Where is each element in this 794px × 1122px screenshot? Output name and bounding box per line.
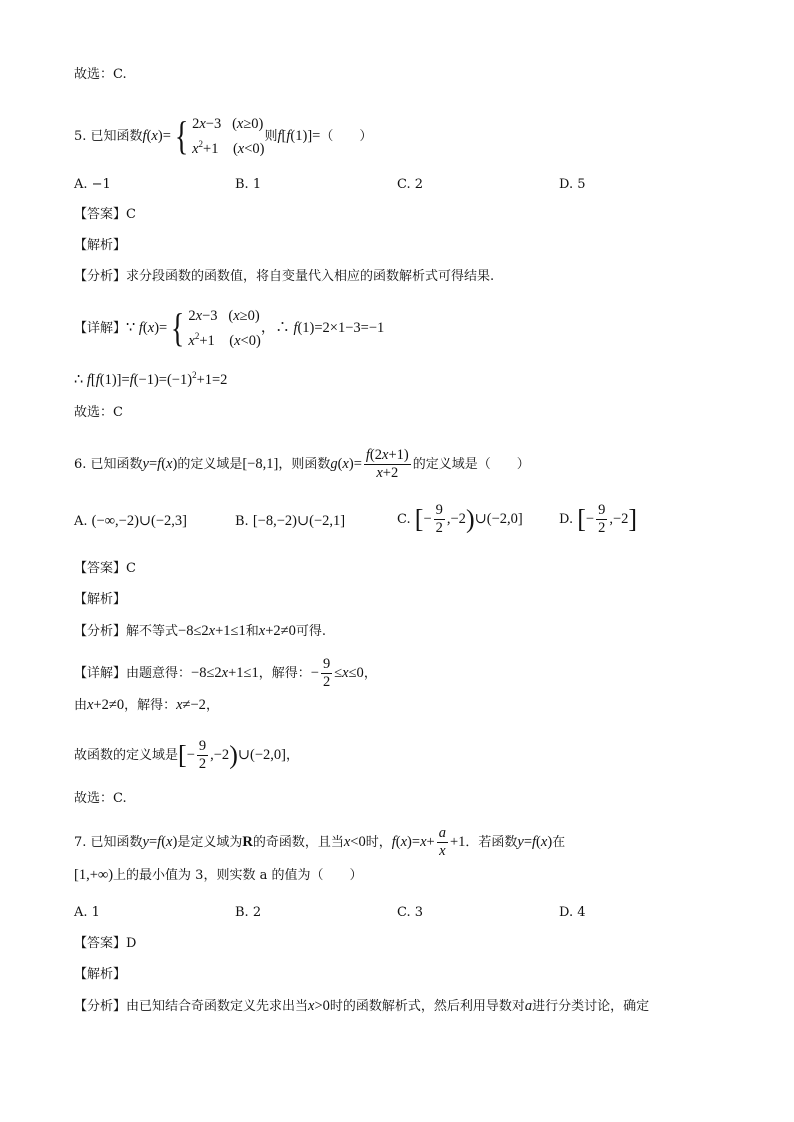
- q7-fenxi: 【分析】由已知结合奇函数定义先求出当x>0时的函数解析式，然后利用导数对a进行分类讨论，确定: [74, 998, 650, 1014]
- q5-detail-line2: ∴ $f[f(1)]=f(-1)=(-1)^2+1=2$: [74, 370, 228, 388]
- prev-answer: 故选：C.: [74, 67, 127, 82]
- q5-detail: 【详解】∵ f(x)= { 2x−3 (x≥0) $x^2+1$ (x<0) ，∴ f(1)=2×1−3=−1: [74, 305, 385, 351]
- q5-option-d: D. 5: [559, 177, 586, 192]
- q7-option-a: A. 1: [74, 905, 100, 920]
- q5-option-c: C. 2: [397, 177, 424, 192]
- q5-option-a: A. −1: [74, 177, 111, 192]
- q6-detail-line2: 由x+2≠0，解得：x≠−2，: [74, 697, 219, 713]
- q5-option-b: B. 1: [235, 177, 262, 192]
- q6-fenxi: 【分析】解不等式−8≤2x+1≤1和x+2≠0可得.: [74, 623, 326, 639]
- question-5: 5. 已知函数f(x)= { 2x−3 (x≥0) $x^2+1$ (x<0) 则f[f(1)]=（ ）: [74, 113, 373, 159]
- q6-detail-line3: 故函数的定义域是[− $\frac{9}{2}$ ,−2)∪(−2,0]，: [74, 738, 299, 772]
- q6-option-a: A. (−∞,−2)∪(−2,3]: [74, 513, 188, 529]
- q5-fenxi: 【分析】求分段函数的函数值，将自变量代入相应的函数解析式可得结果.: [74, 269, 495, 284]
- question-7: 7. 已知函数y=f(x)是定义域为R的奇函数，且当x<0时，f(x)=x+ $\frac{a}{x}$ +1．若函数y=f(x)在: [74, 825, 566, 859]
- q5-answer: 【答案】C: [74, 207, 136, 222]
- q6-option-c: C. [− $\frac{9}{2}$ ,−2)∪(−2,0]: [397, 502, 523, 536]
- question-6: 6. 已知函数y=f(x)的定义域是[−8,1]，则函数g(x)= $\frac{f(2x+1)}{x+2}$ 的定义域是（ ）: [74, 447, 530, 481]
- q6-option-d: D. [− $\frac{9}{2}$ ,−2]: [559, 502, 638, 536]
- q5-jiexi: 【解析】: [74, 238, 127, 253]
- piecewise-function: { 2x−3 (x≥0) $x^2+1$ (x<0): [174, 113, 265, 159]
- q7-option-b: B. 2: [235, 905, 262, 920]
- q6-jiexi: 【解析】: [74, 592, 127, 607]
- q7-option-c: C. 3: [397, 905, 424, 920]
- q7-jiexi: 【解析】: [74, 967, 127, 982]
- q6-conclusion: 故选：C.: [74, 791, 127, 806]
- q6-detail: 【详解】由题意得：−8≤2x+1≤1，解得：− $\frac{9}{2}$ ≤x≤0，: [74, 656, 377, 690]
- q6-answer: 【答案】C: [74, 561, 136, 576]
- q7-answer: 【答案】D: [74, 936, 137, 951]
- q6-option-b: B. [−8,−2)∪(−2,1]: [235, 513, 346, 529]
- question-7-line2: [1,+∞)上的最小值为 3，则实数 a 的值为（ ）: [74, 867, 363, 883]
- q5-conclusion: 故选：C: [74, 405, 123, 420]
- q7-option-d: D. 4: [559, 905, 586, 920]
